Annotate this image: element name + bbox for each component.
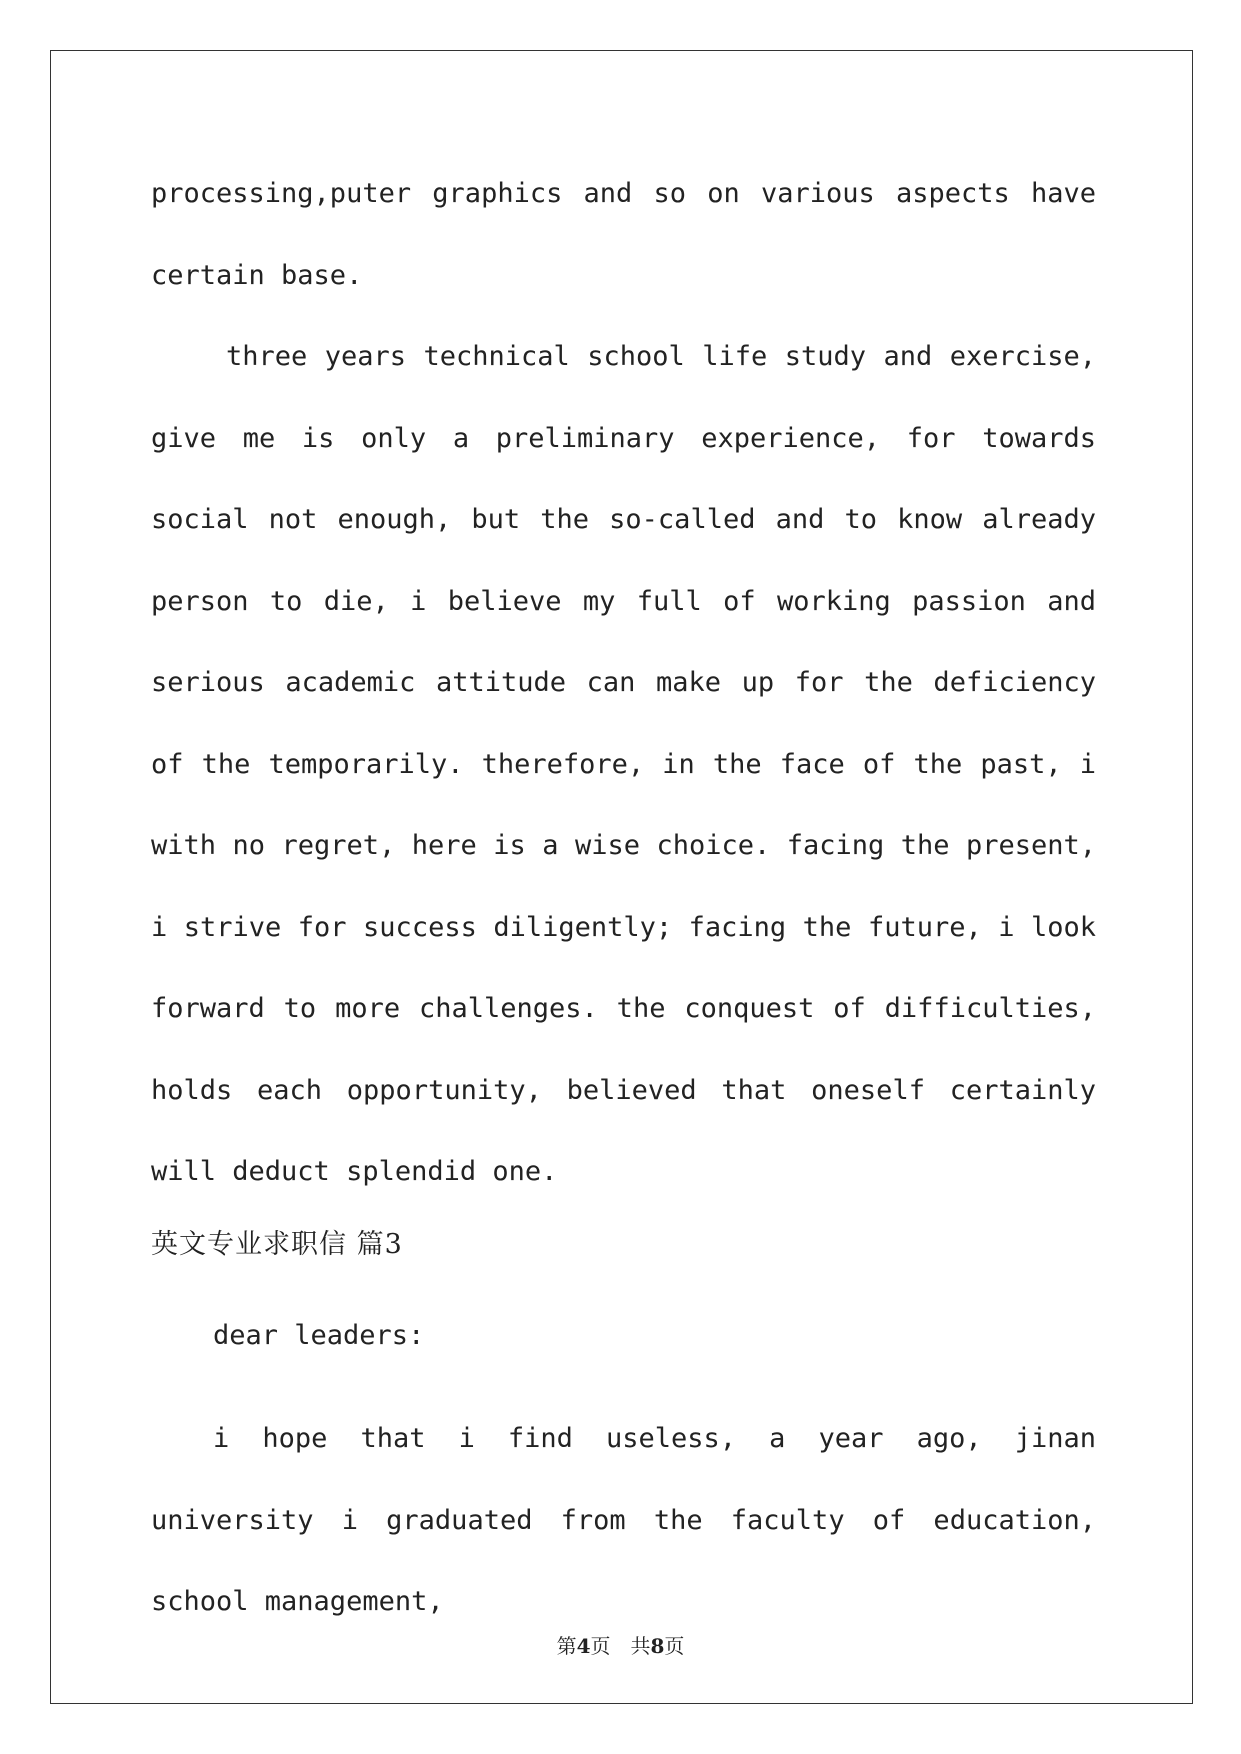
footer-current-page: 4	[576, 1634, 591, 1658]
paragraph-introduction: i hope that i find useless, a year ago, jinan university i graduated from the faculty of education, school management,	[151, 1423, 1096, 1617]
footer-middle: 页 共	[590, 1634, 651, 1658]
salutation: dear leaders:	[213, 1320, 425, 1351]
footer-prefix: 第	[556, 1634, 577, 1658]
section-heading: 英文专业求职信 篇3	[151, 1229, 403, 1260]
paragraph-school-life: three years technical school life study and exercise, give me is only a preliminary experience, for towards social not enough, but the so-called and to know already person to die, i believe my full of working passion and serious academic attitude can make up for the deficiency of the temporarily. therefore, in the face of the past, i with no regret, here is a wise choice. facing the present, i strive for success diligently; facing the future, i look forward to more challenges. the conquest of difficulties, holds each opportunity, believed that oneself certainly will deduct splendid one.	[151, 341, 1096, 1187]
paragraph-continuation: processing,puter graphics and so on various aspects have certain base.	[151, 178, 1096, 291]
footer-suffix: 页	[664, 1634, 685, 1658]
footer-total-pages: 8	[650, 1634, 665, 1658]
page-footer	[0, 1630, 1241, 1659]
